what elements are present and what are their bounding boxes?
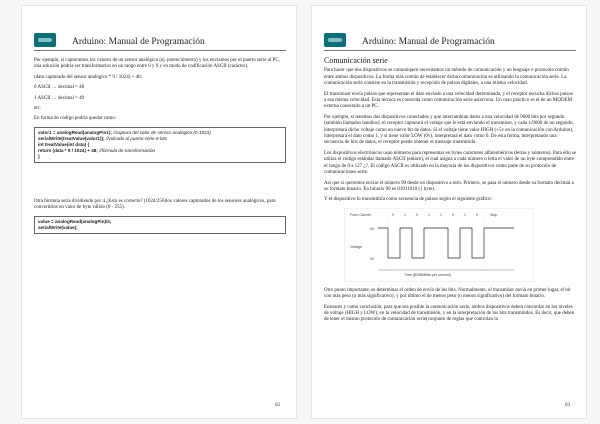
code-text: return (data * 9 / 1024) + 48;: [38, 147, 98, 153]
diagram-label: Form Gavrite: [350, 212, 371, 217]
paragraph: Otra fórmula sería dividiendo por 4 ¿Esto es correcto? (1024/256)los valores capturados de los sensores analógicos, para convertirlos en valor de byte válido (0 - 255).: [34, 198, 276, 211]
right-header-title: Arduino: Manual de Programación: [362, 37, 495, 47]
pulse-chart: [344, 208, 534, 282]
paragraph: En forma de código podría quedar como:: [34, 116, 117, 122]
paragraph: 1 ASCII → decimal = 49: [34, 95, 85, 101]
page-number: 63: [565, 403, 570, 408]
code-comment: //fórmula de transformación: [97, 147, 156, 153]
diagram-label: 9: [392, 212, 394, 217]
code-comment: //volcado al puerto serie 8-bits: [104, 135, 168, 141]
left-page-header: [34, 28, 286, 51]
paragraph: Para hacer que dos dispositivos se comuniquen necesitamos un método de comunicación y un lenguaje o protocolo común entre ambos dispositivos. La forma más común de establecer dicha comunicación es utilizando la comunicación serie. La comunicación serie consiste en la transmisión y recepción de pulsos digitales, a una misma velocidad.: [324, 68, 569, 87]
code-text: serialWrite(treatValue(valor1));: [38, 135, 105, 141]
diagram-label: 5V: [370, 226, 375, 231]
code-text: }: [38, 153, 40, 159]
page-number: 62: [275, 403, 280, 408]
paragraph: El transmisor envía pulsos que representan el dato enviado a una velocidad determinada, y el receptor escucha dichos pulsos a esa misma velocidad. Esta técnica es conocida como comunicación serie asíncrona. Un caso práctico es el de un MODEM externo conectado a un PC.: [324, 91, 573, 110]
right-page: [312, 6, 586, 418]
diagram-label: 1: [428, 212, 430, 217]
paragraph: 0 ASCII → decimal = 48: [34, 85, 85, 91]
left-page: [22, 6, 296, 418]
diagram-label: Stop: [490, 212, 498, 217]
paragraph: Entonces y como conclusión, para que sea posible la comunicación serie, ambos dispositivos deben concordar en los niveles de voltaje (HIGH y LOW), en la velocidad de transmisión, y en la interpretación de los bits transmitidos. Es decir, que deben de tener el mismo protocolo de comunicación serie(conjunto de reglas que controlan la: [324, 304, 575, 323]
diagram-label: 0: [476, 212, 478, 217]
code-text: valor1 = analogRead(analogPin1);: [38, 129, 112, 135]
code-block-2: [34, 216, 286, 234]
diagram-label: Voltage: [350, 244, 362, 249]
serial-pulse-diagram: [344, 208, 534, 282]
code-line: [38, 154, 282, 160]
paragraph: Por ejemplo, si capturamos los valores de un sensor analógico (ej. potenciómetro) y los enviamos por el puerto serie al PC, una solución podría ser transformarlos en un rango entre 0 y 9 y en modo de codificación ASCII (carácter).: [34, 58, 280, 70]
paragraph: Los dispositivos electrónicos usan números para representar en bytes caracteres alfanuméricos (letras y números). Para ello se utiliza el código estándar llamado ASCII (enlace), el cual asigna a cada número o letra el valor de un byte comprendido entre el rango de 0 a 127 ¿?. El código ASCII es utilizado en la mayoría de los dispositivos como parte de su protocolo de comunicaciones serie.: [324, 150, 576, 176]
paragraph: Y el dispositivo lo transmitiría como secuencia de pulsos según el siguiente gráfico:: [324, 197, 492, 203]
diagram-label: 1: [440, 212, 442, 217]
diagram-label: 0: [452, 212, 454, 217]
code-text: int treatValue(int data) {: [38, 141, 90, 147]
paragraph: Otro punto importante, es determinar el orden de envío de los bits. Normalmente, el transmisor envía en primer lugar, el bit con más peso (o más significativo), y por último el de menos peso (o menos significativo) del formato binario.: [324, 287, 571, 300]
code-block-1: [34, 127, 286, 163]
diagram-label: Time (BEBBBbts per second): [404, 272, 451, 277]
diagram-label: 0V: [370, 256, 375, 261]
diagram-label: 1: [464, 212, 466, 217]
paragraph: Así que si queremos enviar el número 90 desde un dispositivo a otro. Primero, se pasa el número desde su formato decimal a su formato binario. En binario 90 es 01011010 (1 byte).: [324, 180, 574, 192]
section-title: Comunicación serie: [324, 56, 388, 65]
code-text: value = analogRead(analogPin)/4;: [38, 218, 112, 224]
code-comment: //captura del valor de sensor analógico (0-1023): [111, 129, 211, 135]
left-page-body: [34, 58, 286, 240]
left-header-title: Arduino: Manual de Programación: [72, 37, 205, 47]
paragraph: (dato capturado del sensor analógico * 9 / 1024) + 48;: [34, 74, 143, 80]
code-text: serialWrite(value);: [38, 224, 78, 230]
right-page-header: [324, 28, 576, 51]
paragraph: Por ejemplo, si tenemos dos dispositivos conectados y que intercambian datos a una velocidad de 9600 bits por segundo (también llamados baudios), el receptor capturará el voltaje que le está enviando el transmisor, y cada 1/9600 de un segundo, interpretará dicho voltaje como un nuevo bit de datos. Si el voltaje tiene valor HIGH (+5v en la comunicación con Arduino), interpretará el dato como 1, y si tiene valor LOW (0v), interpretará el dato como 0. De esta forma, interpretando una secuencia de bits de datos, el receptor puede obtener el mensaje transmitido.: [324, 114, 574, 146]
arduino-logo-icon: [34, 33, 56, 47]
diagram-label: 0: [416, 212, 418, 217]
diagram-label: 1: [404, 212, 406, 217]
arduino-logo-icon: [324, 33, 346, 47]
right-page-body: [324, 58, 576, 328]
paragraph: etc.: [34, 106, 42, 112]
